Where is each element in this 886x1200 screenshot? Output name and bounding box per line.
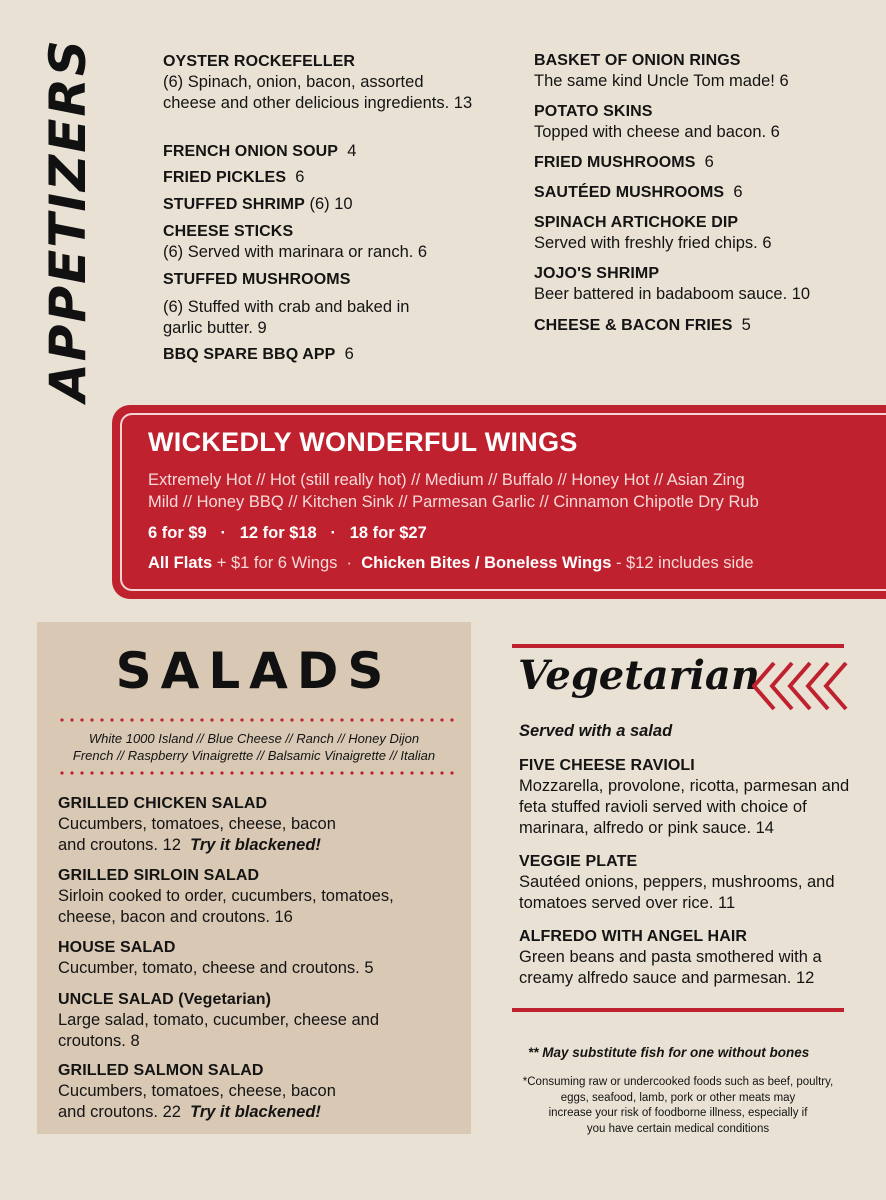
menu-item <box>534 152 714 173</box>
advisory-line: *Consuming raw or undercooked foods such as beef, poultry, <box>522 1076 834 1088</box>
item-note: Try it blackened! <box>190 1103 321 1121</box>
menu-item <box>534 212 854 254</box>
dotted-divider <box>57 771 457 775</box>
vegetarian-item <box>519 926 859 989</box>
item-desc: Large salad, tomato, cucumber, cheese and <box>58 1011 380 1029</box>
menu-item <box>163 344 354 365</box>
vegetarian-item <box>519 851 839 914</box>
vegetarian-title: Vegetarian <box>518 652 760 699</box>
item-name: JOJO'S SHRIMP <box>534 265 660 282</box>
vegetarian-subtitle: Served with a salad <box>519 722 673 740</box>
item-name: SPINACH ARTICHOKE DIP <box>534 214 739 231</box>
salads-panel <box>37 622 471 1134</box>
item-desc: (6) Served with marinara or ranch. 6 <box>163 243 428 261</box>
item-name: FRIED PICKLES <box>163 169 287 186</box>
item-name: POTATO SKINS <box>534 103 653 120</box>
item-name: FRIED MUSHROOMS <box>534 154 696 171</box>
item-desc: Topped with cheese and bacon. 6 <box>534 123 780 141</box>
item-name: HOUSE SALAD <box>58 939 176 956</box>
menu-item <box>163 221 483 263</box>
item-desc: and croutons. 22 <box>58 1103 181 1121</box>
item-desc: Sautéed onions, peppers, mushrooms, and tomatoes served over rice. 11 <box>519 873 835 912</box>
salad-item <box>58 989 379 1052</box>
all-flats-text: + $1 for 6 Wings · <box>212 554 362 572</box>
menu-item <box>163 167 304 188</box>
item-name: GRILLED SIRLOIN SALAD <box>58 867 260 884</box>
salad-item <box>58 865 394 928</box>
dressings-line: French // Raspberry Vinaigrette // Balsamic Vinaigrette // Italian <box>72 748 436 763</box>
wings-flavors-line: Extremely Hot // Hot (still really hot) // Medium // Buffalo // Honey Hot // Asian Zing <box>148 471 745 489</box>
advisory-line: you have certain medical conditions <box>586 1122 770 1135</box>
menu-item <box>534 182 743 203</box>
item-name: ALFREDO WITH ANGEL HAIR <box>519 928 748 945</box>
advisory-line: eggs, seafood, lamb, pork or other meats may <box>560 1091 796 1104</box>
item-name: BBQ SPARE BBQ APP <box>163 346 336 363</box>
item-desc: Beer battered in badaboom sauce. 10 <box>534 285 811 303</box>
all-flats-label: All Flats <box>148 554 213 572</box>
item-desc: Sirloin cooked to order, cucumbers, tomatoes, <box>58 887 394 905</box>
item-desc: and croutons. 12 <box>58 836 181 854</box>
item-desc: Mozzarella, provolone, ricotta, parmesan and feta stuffed ravioli served with choice of marinara, alfredo or pink sauce. 14 <box>519 777 850 837</box>
item-name: STUFFED SHRIMP <box>163 196 305 213</box>
item-name: VEGGIE PLATE <box>519 853 638 870</box>
item-price: 5 <box>741 316 751 334</box>
item-desc: croutons. 8 <box>58 1032 140 1050</box>
item-price: 4 <box>347 142 357 160</box>
menu-item <box>163 141 356 162</box>
chevrons-icon <box>752 661 852 711</box>
advisory-line: increase your risk of foodborne illness, especially if <box>548 1107 808 1119</box>
wings-title: WICKEDLY WONDERFUL WINGS <box>148 427 578 457</box>
salads-title: SALADS <box>115 642 393 700</box>
chicken-bites-text: - $12 includes side <box>611 554 754 572</box>
item-name: CHEESE STICKS <box>163 223 294 240</box>
vegetarian-top-rule <box>512 644 844 648</box>
item-price: 6 <box>295 168 305 186</box>
vegetarian-bottom-rule <box>512 1008 844 1012</box>
item-desc: (6) Spinach, onion, bacon, assorted cheese and other delicious ingredients. 13 <box>163 73 473 112</box>
item-desc: cheese, bacon and croutons. 16 <box>58 908 293 926</box>
item-desc: Cucumbers, tomatoes, cheese, bacon <box>58 1082 336 1100</box>
substitute-note: ** May substitute fish for one without bones <box>528 1045 810 1060</box>
item-desc: (6) Stuffed with crab and baked in garlic butter. 9 <box>163 298 410 337</box>
wings-banner <box>112 405 886 599</box>
salad-item <box>58 937 374 979</box>
consumer-advisory <box>508 1075 848 1137</box>
item-name: UNCLE SALAD (Vegetarian) <box>58 991 272 1008</box>
item-desc: Served with freshly fried chips. 6 <box>534 234 772 252</box>
salad-item <box>58 793 336 856</box>
vegetarian-item <box>519 755 859 839</box>
wings-extras <box>148 554 754 573</box>
menu-item <box>163 269 433 339</box>
item-name: STUFFED MUSHROOMS <box>163 271 351 288</box>
item-price: (6) 10 <box>309 195 353 213</box>
item-note: Try it blackened! <box>190 836 321 854</box>
appetizers-title <box>39 38 97 402</box>
item-price: 6 <box>704 153 714 171</box>
item-name: FRENCH ONION SOUP <box>163 143 339 160</box>
item-name: FIVE CHEESE RAVIOLI <box>519 757 695 774</box>
dressings-line: White 1000 Island // Blue Cheese // Ranch // Honey Dijon <box>88 731 420 746</box>
item-name: CHEESE & BACON FRIES <box>534 317 733 334</box>
menu-item <box>534 50 854 92</box>
item-price: 6 <box>733 183 743 201</box>
wings-pricing: 6 for $9 · 12 for $18 · 18 for $27 <box>148 524 427 542</box>
dotted-divider <box>57 718 457 722</box>
menu-item <box>534 263 854 305</box>
salad-item <box>58 1060 336 1123</box>
wings-flavors-line: Mild // Honey BBQ // Kitchen Sink // Parmesan Garlic // Cinnamon Chipotle Dry Rub <box>148 493 759 511</box>
item-desc: Cucumber, tomato, cheese and croutons. 5 <box>58 959 374 977</box>
menu-item <box>163 51 473 114</box>
item-price: 6 <box>344 345 354 363</box>
item-desc: Green beans and pasta smothered with a creamy alfredo sauce and parmesan. 12 <box>519 948 822 987</box>
item-name: OYSTER ROCKEFELLER <box>163 53 356 70</box>
chicken-bites-label: Chicken Bites / Boneless Wings <box>361 554 612 572</box>
item-name: SAUTÉED MUSHROOMS <box>534 184 725 201</box>
item-desc: The same kind Uncle Tom made! 6 <box>534 72 789 90</box>
appetizers-title-text: APPETIZERS <box>39 38 97 402</box>
item-name: BASKET OF ONION RINGS <box>534 52 741 69</box>
item-name: GRILLED CHICKEN SALAD <box>58 795 268 812</box>
menu-item <box>163 194 353 215</box>
menu-item <box>534 101 854 143</box>
item-desc: Cucumbers, tomatoes, cheese, bacon <box>58 815 336 833</box>
item-name: GRILLED SALMON SALAD <box>58 1062 264 1079</box>
menu-item <box>534 315 751 336</box>
